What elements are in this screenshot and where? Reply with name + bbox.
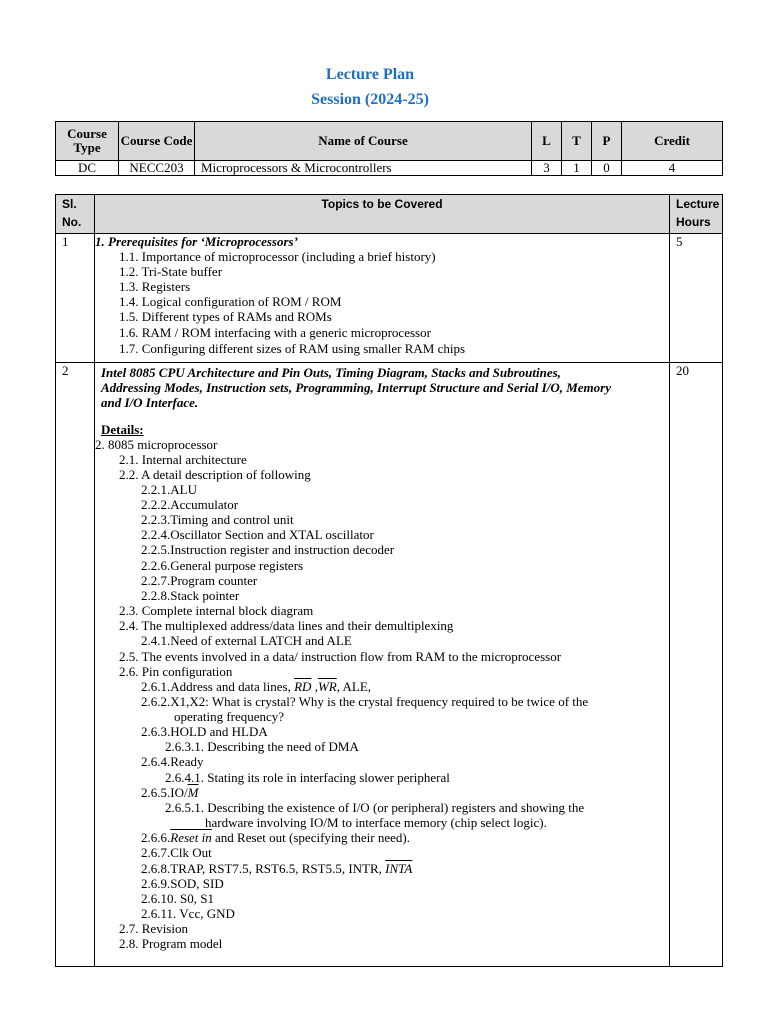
topic-heading-line: Addressing Modes, Instruction sets, Programming, Interrupt Structure and Serial I/O, Memory — [101, 380, 611, 395]
topic-heading-line: Intel 8085 CPU Architecture and Pin Outs, Timing Diagram, Stacks and Subroutines, — [101, 365, 561, 380]
l-header: L — [532, 122, 562, 161]
hours-cell: 5 — [670, 234, 723, 363]
address-lines-text: 2.6.1.Address and data lines, — [141, 679, 295, 694]
list-item-continuation: operating frequency? — [174, 709, 285, 724]
list-item: 2.2.6.General purpose registers — [141, 558, 304, 573]
interrupts-text: 2.6.8.TRAP, RST7.5, RST6.5, RST5.5, INTR, — [141, 861, 386, 876]
hours-header: Lecture Hours — [670, 195, 723, 234]
list-item: 1.5. Different types of RAMs and ROMs — [119, 309, 332, 324]
credit-cell: 4 — [622, 161, 723, 176]
list-item: 2.6.3.1. Describing the need of DMA — [165, 739, 359, 754]
list-item: 1.7. Configuring different sizes of RAM using smaller RAM chips — [119, 341, 466, 356]
list-item: 2.2. A detail description of following — [119, 467, 311, 482]
list-item: 1.4. Logical configuration of ROM / ROM — [119, 294, 342, 309]
wr-signal: $\overline{WR}$ — [317, 679, 337, 694]
topics-cell — [95, 363, 670, 967]
sl-header: Sl. No. — [56, 195, 95, 234]
list-item: 2.6. Pin configuration — [119, 664, 233, 679]
course-name-header: Name of Course — [195, 122, 532, 161]
list-item: 1.1. Importance of microprocessor (including a brief history) — [119, 249, 436, 264]
course-code-header: Course Code — [119, 122, 195, 161]
list-item: 2.6.11. Vcc, GND — [141, 906, 235, 921]
course-table — [55, 121, 723, 176]
list-item: 2.4.1.Need of external LATCH and ALE — [141, 633, 352, 648]
inta-signal: INTA — [385, 861, 413, 876]
list-item — [141, 861, 412, 876]
list-item — [141, 830, 410, 845]
page-title: Lecture Plan — [325, 66, 415, 83]
list-item: 2.6.9.SOD, SID — [141, 876, 224, 891]
l-cell: 3 — [532, 161, 562, 176]
table-row — [56, 363, 723, 967]
list-item: 2.6.10. S0, S1 — [141, 891, 214, 906]
list-item: 2.6.4.1. Stating its role in interfacing slower peripheral — [165, 770, 450, 785]
list-item: 2.2.4.Oscillator Section and XTAL oscillator — [141, 527, 374, 542]
topics-cell — [95, 234, 670, 363]
course-code-cell: NECC203 — [119, 161, 195, 176]
list-item: 2.1. Internal architecture — [119, 452, 247, 467]
list-item: 2.2.1.ALU — [141, 482, 197, 497]
sl-cell: 2 — [56, 363, 95, 967]
io-text: 2.6.5.IO/ — [141, 785, 188, 800]
ale-text: , ALE, — [336, 679, 372, 694]
list-item — [141, 679, 371, 694]
list-item: 2.6.4.Ready — [141, 754, 204, 769]
reset-out-text: and Reset out (specifying their need). — [211, 830, 410, 845]
list-item: 2.3. Complete internal block diagram — [119, 603, 314, 618]
course-type-header: Course Type — [56, 122, 119, 161]
session-title: Session (2024-25) — [311, 91, 429, 108]
list-item: 1.2. Tri-State buffer — [119, 264, 223, 279]
list-item: 2.7. Revision — [119, 921, 188, 936]
topic-heading-line: and I/O Interface. — [101, 395, 199, 410]
list-item: 2. 8085 microprocessor — [95, 437, 218, 452]
list-item: 2.2.2.Accumulator — [141, 497, 239, 512]
hours-cell: 20 — [670, 363, 723, 967]
list-item: 1.6. RAM / ROM interfacing with a generic microprocessor — [119, 325, 431, 340]
m-signal: $\overline{M}$ — [187, 785, 199, 800]
topics-header: Topics to be Covered — [95, 195, 670, 234]
t-cell: 1 — [562, 161, 592, 176]
list-item: 2.6.5.1. Describing the existence of I/O (or peripheral) registers and showing the — [165, 800, 585, 815]
list-item: 2.6.7.Clk Out — [141, 845, 212, 860]
reset-in-signal: Reset in — [170, 830, 212, 845]
p-cell: 0 — [592, 161, 622, 176]
list-item: 2.2.8.Stack pointer — [141, 588, 240, 603]
list-item: 2.2.7.Program counter — [141, 573, 258, 588]
list-item: 2.6.3.HOLD and HLDA — [141, 724, 268, 739]
list-item: 2.6.2.X1,X2: What is crystal? Why is the crystal frequency required to be twice of the — [141, 694, 589, 709]
list-item: 2.2.3.Timing and control unit — [141, 512, 294, 527]
list-item: 1.3. Registers — [119, 279, 191, 294]
rd-signal: $\overline{RD}$ — [294, 679, 312, 694]
credit-header: Credit — [622, 122, 723, 161]
list-item: 2.4. The multiplexed address/data lines and their demultiplexing — [119, 618, 454, 633]
t-header: T — [562, 122, 592, 161]
course-type-cell: DC — [56, 161, 119, 176]
topics-table — [55, 194, 723, 967]
topic-heading: 1. Prerequisites for ‘Microprocessors’ — [95, 234, 298, 249]
list-item — [141, 785, 198, 800]
reset-prefix: 2.6.6. — [141, 830, 171, 845]
course-name-cell: Microprocessors & Microcontrollers — [195, 161, 532, 176]
details-label: Details: — [101, 422, 144, 437]
list-item-continuation: hardware involving IO/M to interface memory (chip select logic). — [205, 815, 547, 830]
sl-cell: 1 — [56, 234, 95, 363]
signal-separator: , — [311, 679, 318, 694]
list-item: 2.8. Program model — [119, 936, 223, 951]
list-item: 2.5. The events involved in a data/ instruction flow from RAM to the microprocessor — [119, 649, 562, 664]
list-item: 2.2.5.Instruction register and instruction decoder — [141, 542, 395, 557]
p-header: P — [592, 122, 622, 161]
table-row — [56, 234, 723, 363]
